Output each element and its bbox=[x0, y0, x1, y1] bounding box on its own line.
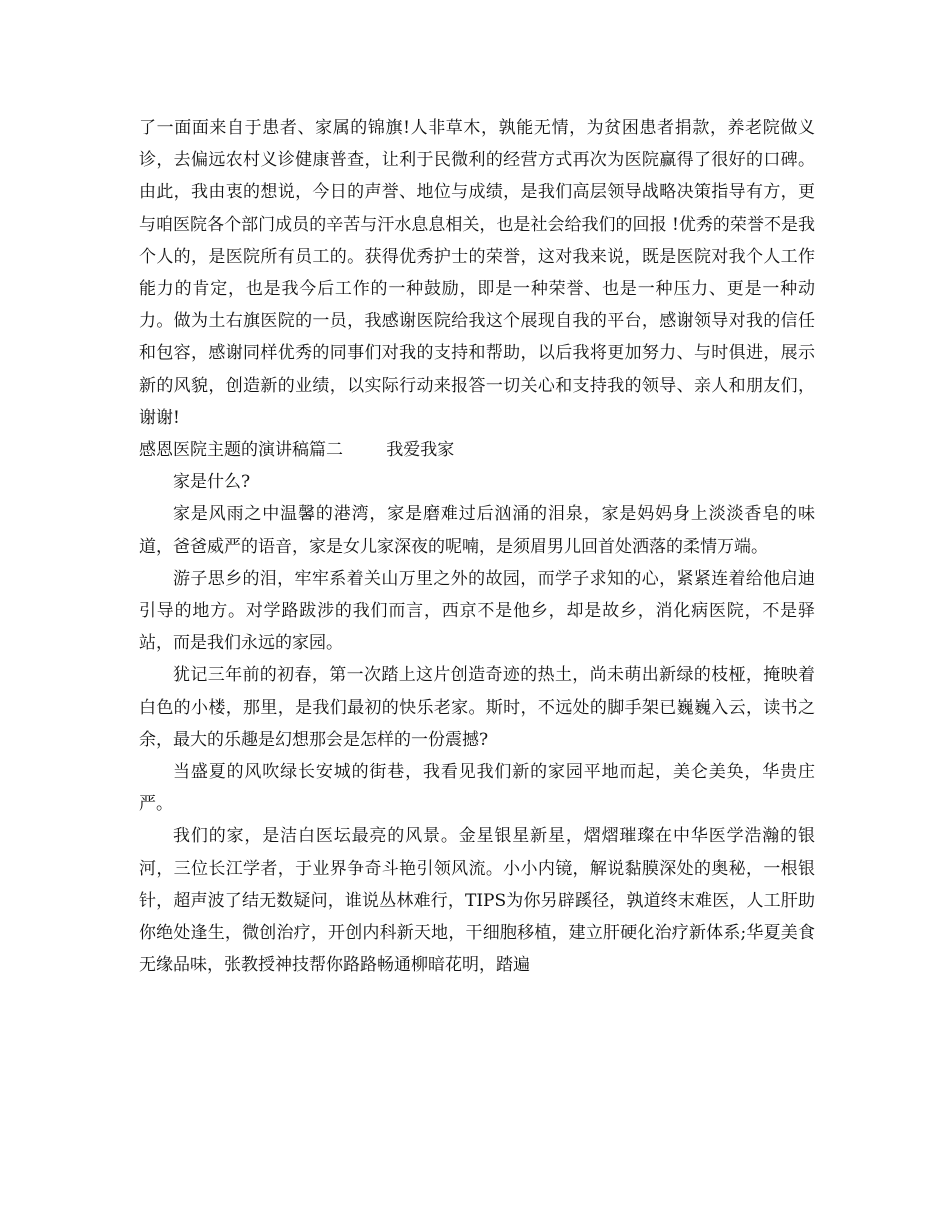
paragraph-continuation: 了一面面来自于患者、家属的锦旗!人非草木，孰能无情，为贫困患者捐款，养老院做义诊，去偏远农村义诊健康普查，让利于民微利的经营方式再次为医院赢得了很好的口碑。由此，我由衷的想说，今日的声誉、地位与成绩，是我们高层领导战略决策指导有方，更与咱医院各个部门成员的辛苦与汗水息息相关，也是社会给我们的回报 !优秀的荣誉不是我个人的，是医院所有员工的。获得优秀护士的荣誉，这对我来说，既是医院对我个人工作能力的肯定，也是我今后工作的一种鼓励，即是一种荣誉、也是一种压力、更是一种动力。做为土右旗医院的一员，我感谢医院给我这个展现自我的平台，感谢领导对我的信任和包容，感谢同样优秀的同事们对我的支持和帮助，以后我将更加努力、与时俱进，展示新的风貌，创造新的业绩，以实际行动来报答一切关心和支持我的领导、亲人和朋友们，谢谢! bbox=[139, 118, 815, 428]
paragraph: 家是风雨之中温馨的港湾，家是磨难过后汹涌的泪泉，家是妈妈身上淡淡香皂的味道，爸爸威严的语音，家是女儿家深夜的呢喃，是须眉男儿回首处洒落的柔情万端。 bbox=[139, 504, 815, 557]
document-body bbox=[139, 112, 815, 981]
section-heading bbox=[139, 434, 815, 466]
paragraph: 游子思乡的泪，牢牢系着关山万里之外的故园，而学子求知的心，紧紧连着给他启迪引导的地方。对学路跋涉的我们而言，西京不是他乡，却是故乡，消化病医院，不是驿站，而是我们永远的家园。 bbox=[139, 568, 815, 654]
paragraph: 犹记三年前的初春，第一次踏上这片创造奇迹的热土，尚未萌出新绿的枝桠，掩映着白色的小楼，那里，是我们最初的快乐老家。斯时，不远处的脚手架已巍巍入云，读书之余，最大的乐趣是幻想那会是怎样的一份震撼? bbox=[139, 665, 815, 750]
paragraph: 家是什么? bbox=[173, 472, 251, 493]
section-subtitle: 我爱我家 bbox=[386, 440, 455, 461]
paragraph: 我们的家，是洁白医坛最亮的风景。金星银星新星，熠熠璀璨在中华医学浩瀚的银河，三位长江学者，于业界争奇斗艳引领风流。小小内镜，解说黏膜深处的奥秘，一根银针，超声波了结无数疑问，谁说丛林难行，TIPS为你另辟蹊径，孰道终末难医，人工肝助你绝处逢生，微创治疗，开创内科新天地，干细胞移植，建立肝硬化治疗新体系;华夏美食无缘品味，张教授神技帮你路路畅通柳暗花明，踏遍 bbox=[139, 826, 815, 976]
section-title: 感恩医院主题的演讲稿篇二 bbox=[139, 440, 343, 461]
paragraph: 当盛夏的风吹绿长安城的街巷，我看见我们新的家园平地而起，美仑美奂，华贵庄严。 bbox=[139, 762, 815, 815]
